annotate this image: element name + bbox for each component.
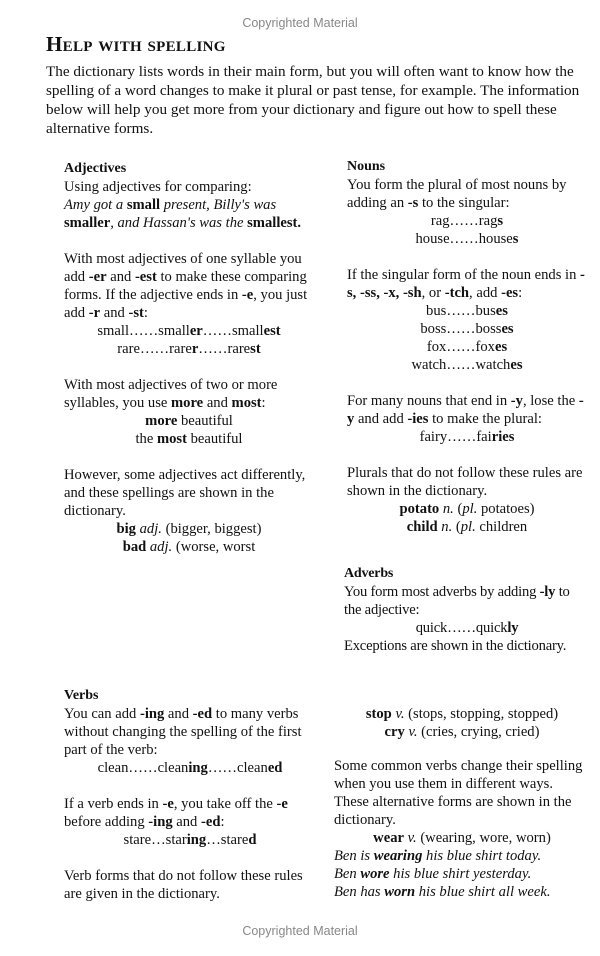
adjectives-example: Amy got a small present, Billy's was smaller, and Hassan's was the smallest. (64, 197, 302, 231)
adjectives-heading: Adjectives (64, 161, 127, 176)
nouns-section (347, 158, 587, 536)
nouns-example-house: house……houses (415, 231, 519, 247)
verbs-entry-cry: cry v. (cries, crying, cried) (384, 724, 540, 740)
adjectives-section (64, 160, 314, 556)
verbs-sentence-wore: Ben wore his blue shirt yesterday. (334, 866, 532, 882)
adjectives-example-more: more beautiful (145, 413, 233, 429)
adverbs-section (344, 565, 590, 655)
adverbs-example-quick: quick……quickly (415, 620, 519, 636)
watermark-top: Copyrighted Material (242, 16, 358, 30)
verbs-example-clean: clean……cleaning……cleaned (97, 760, 283, 776)
adjectives-entry-bad: bad adj. (worse, worst (122, 539, 256, 555)
verbs-section (64, 687, 316, 903)
nouns-rule-es: If the singular form of the noun ends in -s, -ss, -x, -sh, or -tch, add -es: (347, 267, 585, 301)
adverbs-exceptions: Exceptions are shown in the dictionary. (344, 638, 567, 654)
nouns-entry-potato: potato n. (pl. potatoes) (399, 501, 535, 517)
adjectives-example-rare: rare……rarer……rarest (117, 341, 261, 357)
adjectives-rule-one-syllable: With most adjectives of one syllable you add -er and -est to make these comparing forms. If the adjective ends in -e, you just add -r and -st: (64, 251, 308, 321)
verbs-heading: Verbs (64, 688, 99, 703)
verbs-entry-stop: stop v. (stops, stopping, stopped) (365, 706, 559, 722)
page-title: Help with spelling (46, 32, 226, 56)
verbs-entry-wear: wear v. (wearing, wore, worn) (373, 830, 551, 846)
nouns-example-watch: watch……watches (411, 357, 523, 373)
nouns-example-bus: bus……buses (426, 303, 508, 319)
nouns-exceptions: Plurals that do not follow these rules are shown in the dictionary. (347, 465, 583, 499)
nouns-rule-s: You form the plural of most nouns by adding an -s to the singular: (347, 177, 567, 211)
verbs-sentence-worn: Ben has worn his blue shirt all week. (334, 884, 551, 900)
adjectives-intro: Using adjectives for comparing: (64, 179, 252, 195)
nouns-rule-ies: For many nouns that end in -y, lose the -y and add -ies to make the plural: (347, 393, 584, 427)
intro-paragraph: The dictionary lists words in their main form, but you will often want to know how the spelling of a word changes to make it plural or past tense, for example. The information below will help you get more from your dictionary and figure out how to spell these alternative forms. (46, 63, 580, 137)
adjectives-exceptions: However, some adjectives act differently, and these spellings are shown in the dictionary. (64, 467, 306, 519)
nouns-example-boss: boss……bosses (420, 321, 514, 337)
verbs-rule-ing-ed: You can add -ing and -ed to many verbs without changing the spelling of the first part of the verb: (64, 706, 302, 758)
adjectives-rule-more-syllables: With most adjectives of two or more syllables, you use more and most: (64, 377, 278, 411)
nouns-example-fox: fox……foxes (426, 339, 508, 355)
verbs-exceptions: Verb forms that do not follow these rules are given in the dictionary. (64, 868, 303, 902)
adverbs-rule-ly: You form most adverbs by adding -ly to the adjective: (344, 584, 570, 618)
nouns-heading: Nouns (347, 159, 386, 174)
adjectives-example-small: small……smaller……smallest (97, 323, 281, 339)
verbs-section-continued (334, 705, 590, 901)
verbs-sentence-wearing: Ben is wearing his blue shirt today. (334, 848, 542, 864)
nouns-example-fairy: fairy……fairies (419, 429, 515, 445)
nouns-entry-child: child n. (pl. children (406, 519, 528, 535)
watermark-bottom: Copyrighted Material (242, 924, 358, 938)
verbs-example-stare: stare…staring…stared (123, 832, 257, 848)
adjectives-entry-big: big adj. (bigger, biggest) (116, 521, 262, 537)
adverbs-heading: Adverbs (344, 566, 394, 581)
adjectives-example-most: the most beautiful (135, 431, 243, 447)
nouns-example-rag: rag……rags (430, 213, 504, 229)
verbs-rule-drop-e: If a verb ends in -e, you take off the -e before adding -ing and -ed: (64, 796, 288, 830)
verbs-irregular-note: Some common verbs change their spelling when you use them in different ways. These alternative forms are shown in the dictionary. (334, 758, 583, 828)
